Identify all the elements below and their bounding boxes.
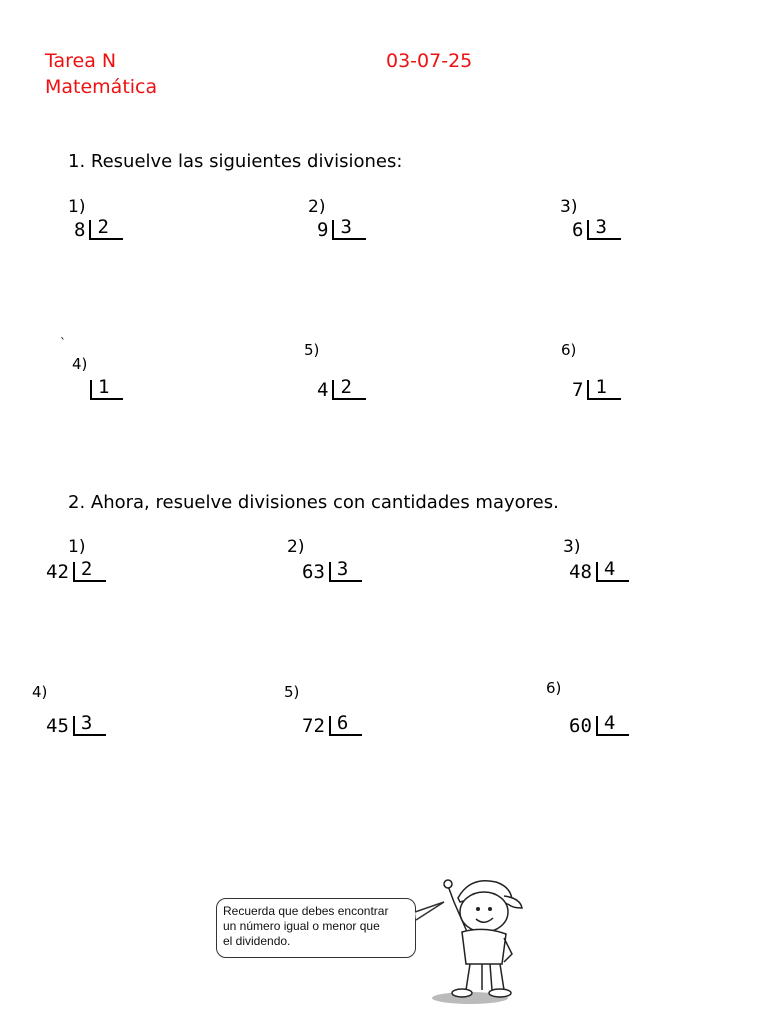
division-problem (46, 558, 106, 583)
division-problem (572, 216, 621, 241)
dividend: 42 (46, 561, 69, 583)
homework-title: Tarea N (45, 50, 117, 72)
tip-line: un número igual o menor que (223, 919, 380, 933)
divisor: 1 (90, 380, 123, 400)
divisor: 6 (329, 716, 362, 736)
division-problem (317, 216, 366, 241)
tip-line: Recuerda que debes encontrar (223, 904, 389, 918)
divisor: 3 (329, 562, 362, 582)
exercise-label: 2) (308, 197, 326, 217)
subject-title: Matemática (45, 76, 158, 98)
tip-line: el dividendo. (223, 934, 291, 948)
exercise-label: 4) (32, 683, 48, 701)
exercise-label: 1) (68, 197, 86, 217)
section2-heading: 2. Ahora, resuelve divisiones con cantidades mayores. (68, 492, 559, 513)
exercise-label: 6) (546, 679, 562, 697)
dividend: 8 (74, 219, 86, 241)
divisor: 3 (332, 220, 365, 240)
divisor: 1 (587, 380, 620, 400)
division-problem (572, 376, 621, 401)
dividend: 9 (317, 219, 329, 241)
division-problem (46, 712, 106, 737)
exercise-label: 1) (68, 537, 86, 557)
exercise-label: 2) (287, 537, 305, 557)
dividend: 7 (572, 379, 584, 401)
divisor: 2 (332, 380, 365, 400)
division-problem (74, 216, 123, 241)
dividend: 45 (46, 715, 69, 737)
dividend: 72 (302, 715, 325, 737)
exercise-label: 5) (284, 683, 300, 701)
division-problem (302, 558, 362, 583)
dividend: 48 (569, 561, 592, 583)
exercise-label: 5) (304, 341, 320, 359)
section1-heading: 1. Resuelve las siguientes divisiones: (68, 151, 403, 172)
division-problem (302, 712, 362, 737)
cartoon-boy-illustration (208, 872, 528, 1008)
dividend: 6 (572, 219, 584, 241)
scan-artifact: ` (60, 336, 66, 350)
dividend: 4 (317, 379, 329, 401)
divisor: 2 (89, 220, 122, 240)
divisor: 4 (596, 562, 629, 582)
exercise-label: 4) (72, 355, 88, 373)
division-problem (74, 376, 123, 400)
division-problem (317, 376, 366, 401)
exercise-label: 3) (563, 537, 581, 557)
dividend: 63 (302, 561, 325, 583)
division-problem (569, 712, 629, 737)
divisor: 3 (73, 716, 106, 736)
divisor: 2 (73, 562, 106, 582)
exercise-label: 6) (561, 341, 577, 359)
dividend: 60 (569, 715, 592, 737)
divisor: 3 (587, 220, 620, 240)
exercise-label: 3) (560, 197, 578, 217)
divisor: 4 (596, 716, 629, 736)
homework-date: 03-07-25 (386, 50, 473, 72)
division-problem (569, 558, 629, 583)
